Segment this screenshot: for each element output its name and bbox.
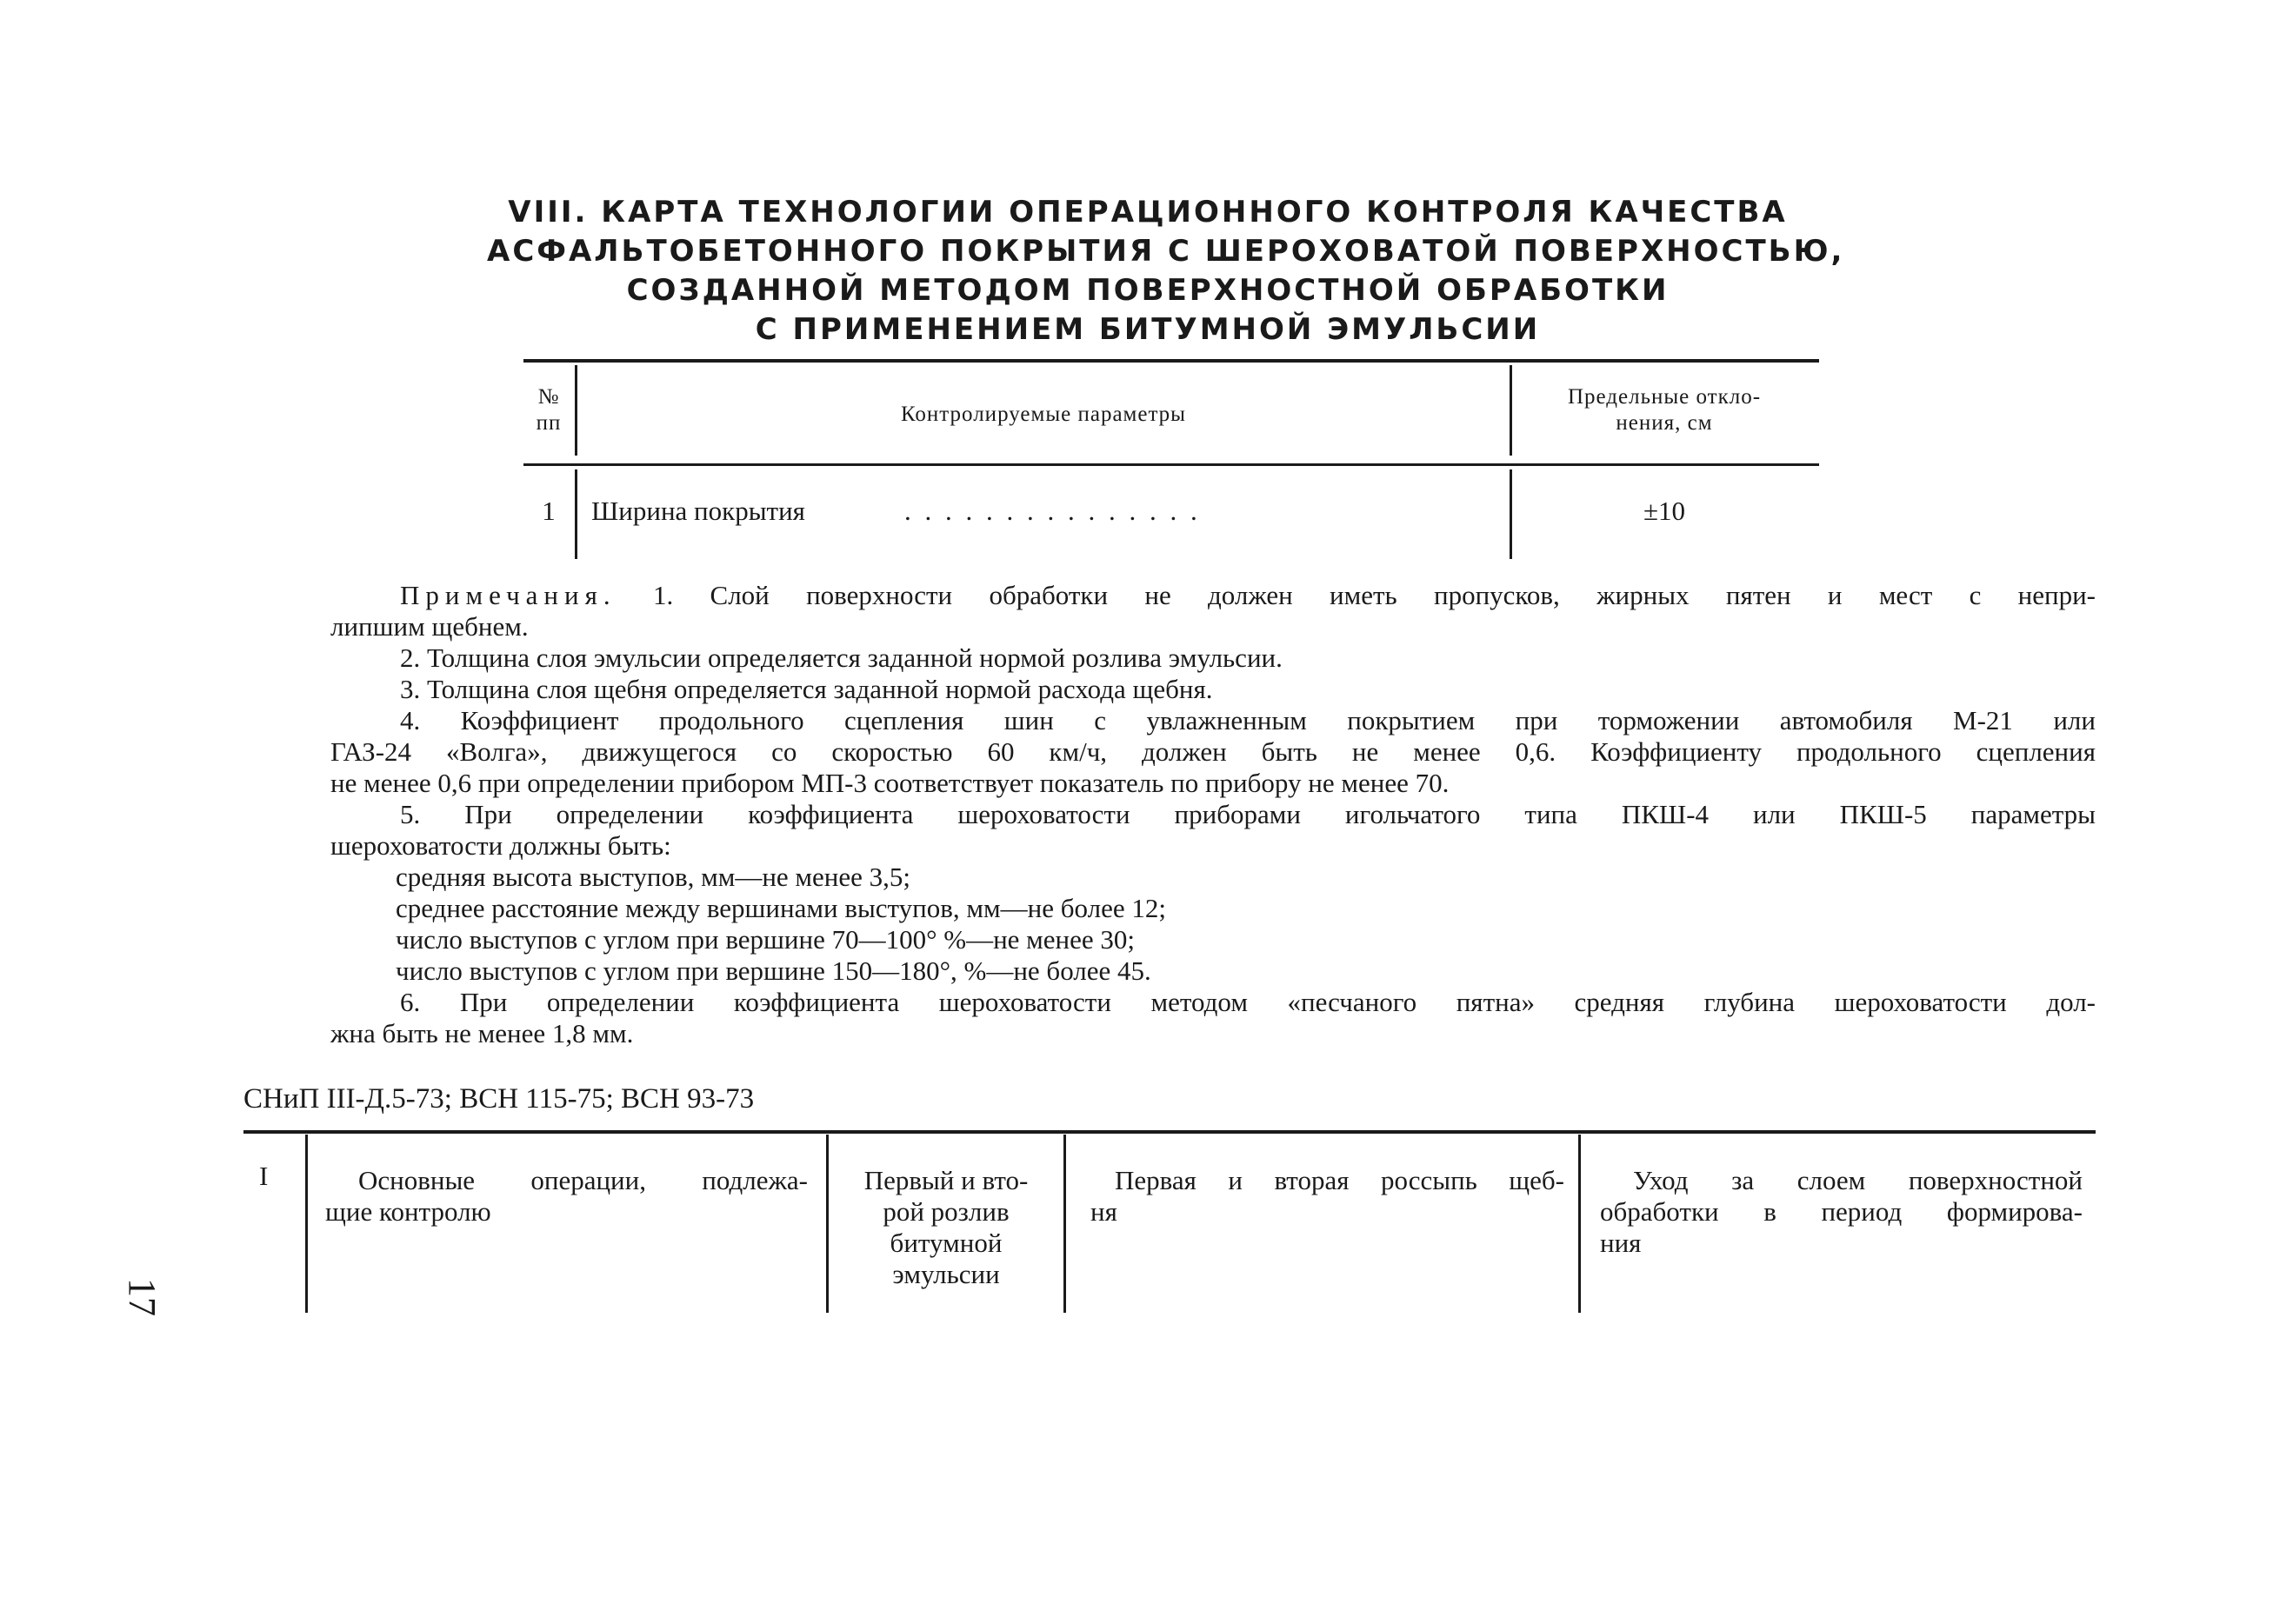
table2-col-gravel-spread: Первая и вторая россыпь щеб- ня	[1090, 1165, 1564, 1227]
note-5-cont: шероховатости должны быть:	[330, 830, 671, 861]
table2-col-care: Уход за слоем поверхностной обработки в период формирова- ния	[1600, 1165, 2083, 1258]
table-divider	[1510, 365, 1512, 456]
page-number: 17	[121, 1278, 163, 1316]
note-1: Примечания. 1. Слой поверхности обработки не должен иметь пропусков, жирных пятен и мест с непри-	[400, 580, 2096, 610]
header-deviations: Предельные откло- нения, см	[1567, 385, 1762, 435]
table2-divider	[1063, 1135, 1066, 1313]
note-5-item: среднее расстояние между вершинами выступов, мм—не более 12;	[396, 893, 1166, 923]
note-5-item: число выступов с углом при вершине 150—180°, %—не более 45.	[396, 955, 1151, 986]
table-divider	[575, 469, 577, 559]
title-line-2: АСФАЛЬТОБЕТОННОГО ПОКРЫТИЯ С ШЕРОХОВАТОЙ ПОВЕРХНОСТЬЮ,	[487, 234, 1845, 269]
table2-col-operations: Основные операции, подлежа- щие контролю	[325, 1165, 808, 1227]
note-2: 2. Толщина слоя эмульсии определяется заданной нормой розлива эмульсии.	[400, 642, 1283, 673]
table2-divider	[1578, 1135, 1581, 1313]
notes-section	[330, 580, 2096, 1049]
notes-lead: Примечания.	[400, 580, 617, 610]
note-1-cont: липшим щебнем.	[330, 611, 529, 642]
note-5-item: средняя высота выступов, мм—не менее 3,5;	[396, 862, 911, 892]
note-6-cont: жна быть не менее 1,8 мм.	[330, 1018, 634, 1048]
note-3: 3. Толщина слоя щебня определяется заданной нормой расхода щебня.	[400, 674, 1213, 704]
table-header-rule	[523, 463, 1819, 466]
row-deviation: ±10	[1643, 496, 1685, 526]
row-parameter: Ширина покрытия	[591, 496, 805, 526]
note-4: 4. Коэффициент продольного сцепления шин с увлажненным покрытием при торможении автомобиля М-21 или	[400, 705, 2096, 735]
table2-divider	[826, 1135, 829, 1313]
table2-col-first-second-spray: Первый и вто- рой розлив битумной эмульсии	[863, 1165, 1029, 1289]
table2-num: I	[259, 1161, 269, 1191]
note-4-cont: ГАЗ-24 «Волга», движущегося со скоростью 60 км/ч, должен быть не менее 0,6. Коэффициенту продольного сцепления	[330, 736, 2096, 767]
table-divider	[575, 365, 577, 456]
note-6: 6. При определении коэффициента шероховатости методом «песчаного пятна» средняя глубина шероховатости дол-	[400, 987, 2096, 1017]
table-top-rule	[523, 359, 1819, 363]
note-4-end: не менее 0,6 при определении прибором МП-3 соответствует показатель по прибору не менее 70.	[330, 768, 1450, 798]
note-5: 5. При определении коэффициента шероховатости приборами игольчатого типа ПКШ-4 или ПКШ-5 параметры	[400, 799, 2096, 829]
table-divider	[1510, 469, 1512, 559]
table2-divider	[305, 1135, 308, 1313]
header-parameters: Контролируемые параметры	[901, 403, 1186, 426]
row-num: 1	[542, 496, 556, 526]
normative-references: СНиП III-Д.5-73; ВСН 115-75; ВСН 93-73	[243, 1083, 755, 1115]
document-title	[487, 193, 1845, 349]
header-num: № пп	[536, 385, 562, 435]
title-line-1: VIII. КАРТА ТЕХНОЛОГИИ ОПЕРАЦИОННОГО КОНТРОЛЯ КАЧЕСТВА	[508, 195, 1788, 230]
row-leader-dots: . . . . . . . . . . . . . . .	[904, 496, 1201, 526]
title-line-4: С ПРИМЕНЕНИЕМ БИТУМНОЙ ЭМУЛЬСИИ	[755, 312, 1541, 347]
note-5-item: число выступов с углом при вершине 70—100° %—не менее 30;	[396, 924, 1136, 955]
table2-top-rule	[243, 1130, 2096, 1134]
title-line-3: СОЗДАННОЙ МЕТОДОМ ПОВЕРХНОСТНОЙ ОБРАБОТКИ	[626, 273, 1670, 308]
